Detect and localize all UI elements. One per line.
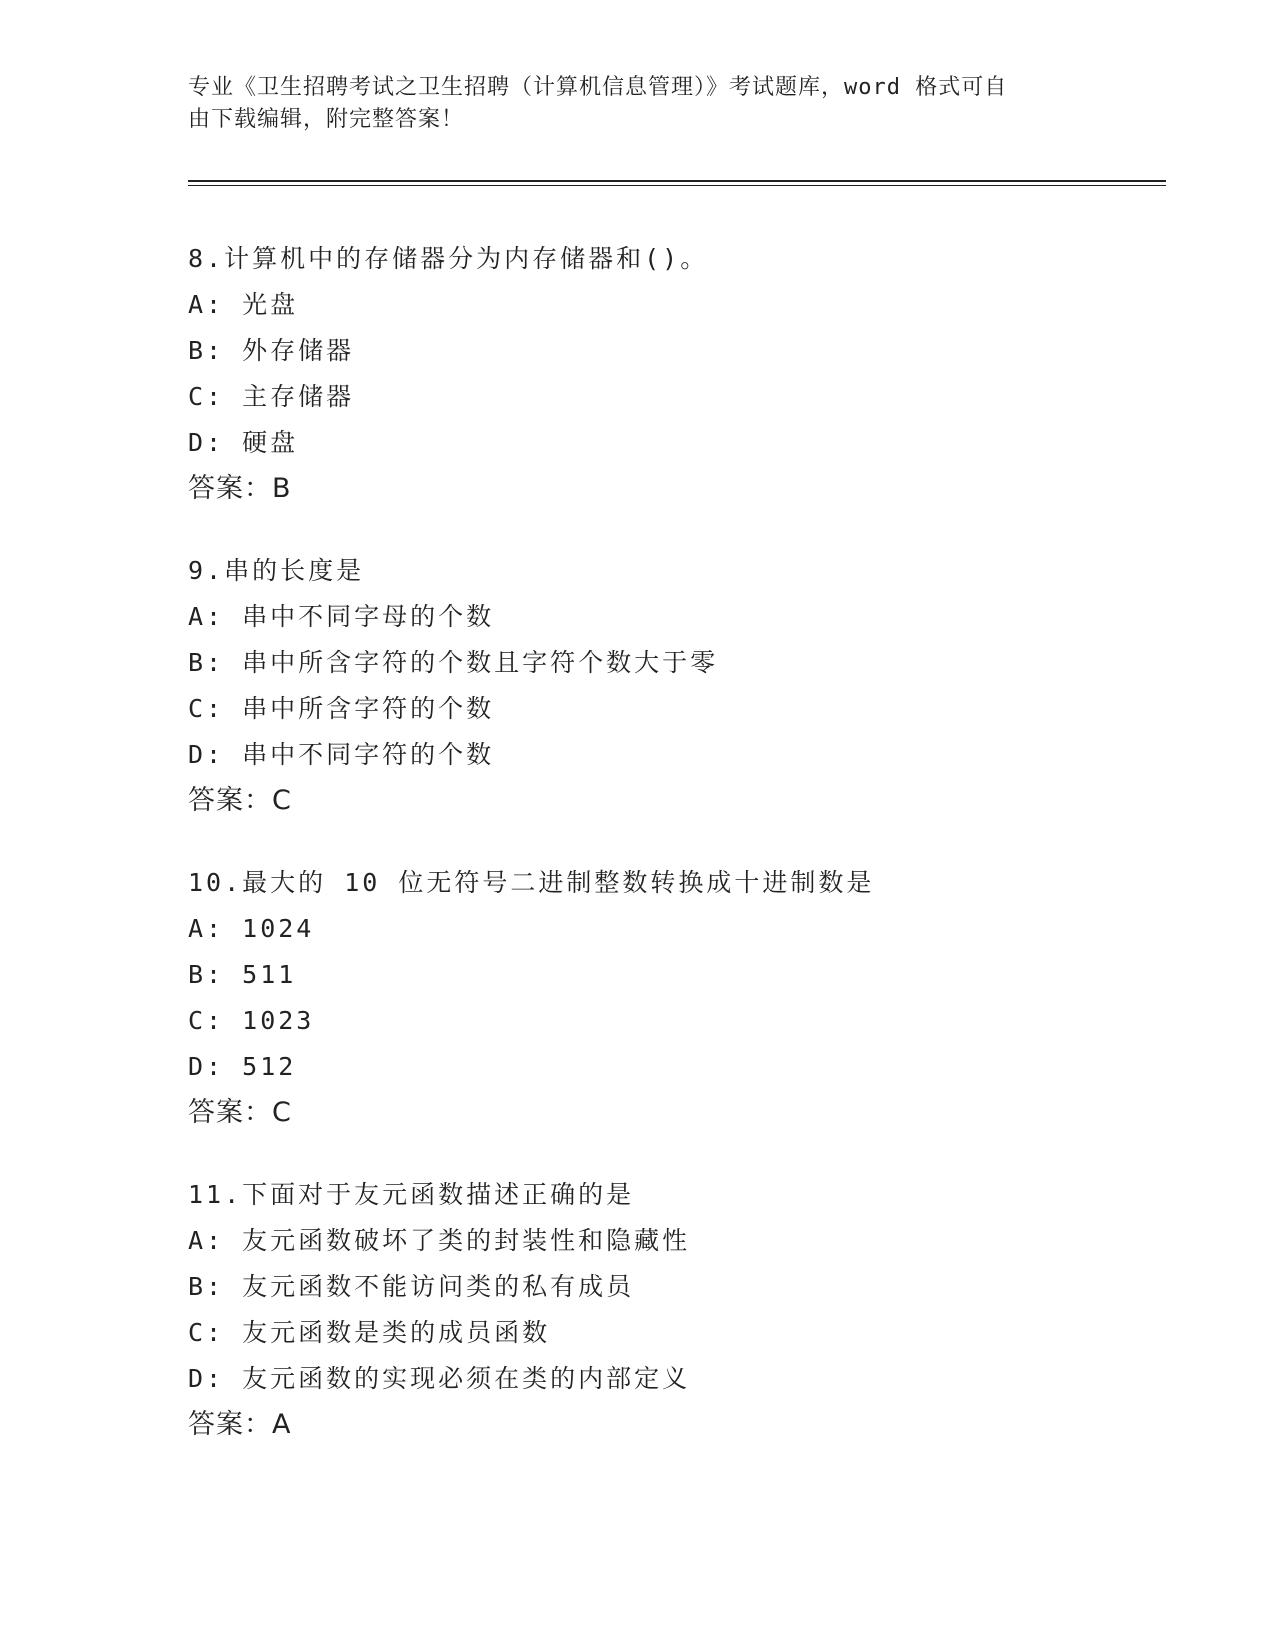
document-header — [188, 72, 1068, 136]
option-b: B: 友元函数不能访问类的私有成员 — [188, 1272, 635, 1301]
option-d: D: 硬盘 — [188, 428, 299, 457]
option-d: D: 串中不同字符的个数 — [188, 740, 495, 769]
option-d: D: 512 — [188, 1052, 297, 1081]
answer: 答案：B — [188, 473, 292, 504]
question-8 — [188, 236, 1168, 512]
header-line-2: 由下载编辑，附完整答案！ — [188, 107, 465, 132]
option-c: C: 串中所含字符的个数 — [188, 694, 495, 723]
question-title: 8.计算机中的存储器分为内存储器和()。 — [188, 244, 709, 273]
answer: 答案：A — [188, 1409, 292, 1440]
option-c: C: 1023 — [188, 1006, 315, 1035]
option-a: A: 光盘 — [188, 290, 299, 319]
option-b: B: 串中所含字符的个数且字符个数大于零 — [188, 648, 719, 677]
question-title: 10.最大的 10 位无符号二进制整数转换成十进制数是 — [188, 868, 875, 897]
question-11 — [188, 1172, 1168, 1448]
question-title: 9.串的长度是 — [188, 556, 365, 585]
option-a: A: 1024 — [188, 914, 315, 943]
option-b: B: 外存储器 — [188, 336, 355, 365]
answer: 答案：C — [188, 1097, 292, 1128]
option-c: C: 主存储器 — [188, 382, 355, 411]
option-d: D: 友元函数的实现必须在类的内部定义 — [188, 1364, 691, 1393]
question-list — [188, 236, 1168, 1484]
option-c: C: 友元函数是类的成员函数 — [188, 1318, 551, 1347]
question-10 — [188, 860, 1168, 1136]
option-a: A: 友元函数破坏了类的封装性和隐藏性 — [188, 1226, 691, 1255]
header-rule-thin — [188, 185, 1166, 186]
header-rule-thick — [188, 180, 1166, 182]
answer: 答案：C — [188, 785, 292, 816]
question-title: 11.下面对于友元函数描述正确的是 — [188, 1180, 635, 1209]
option-a: A: 串中不同字母的个数 — [188, 602, 495, 631]
option-b: B: 511 — [188, 960, 297, 989]
header-line-1: 专业《卫生招聘考试之卫生招聘（计算机信息管理）》考试题库，word 格式可自 — [188, 75, 1008, 100]
question-9 — [188, 548, 1168, 824]
